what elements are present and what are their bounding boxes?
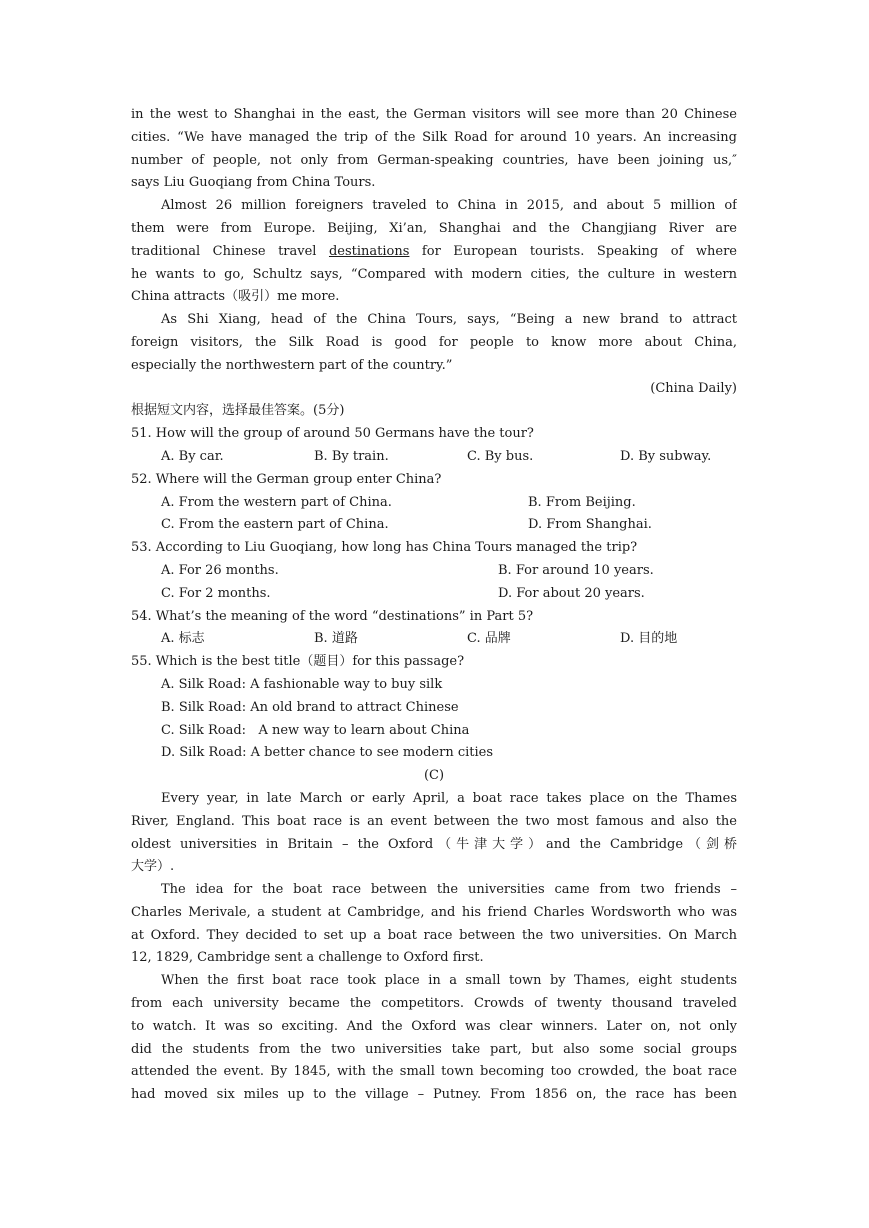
- underlined-word-destinations: destinations: [328, 243, 410, 259]
- option: C. Silk Road: A new way to learn about China: [161, 722, 470, 738]
- text-line: in the west to Shanghai in the east, the German visitors will see more than 20 Chinese: [131, 107, 737, 122]
- option: D. From Shanghai.: [528, 517, 652, 533]
- text-line: The idea for the boat race between the universities came from two friends –: [161, 882, 737, 898]
- text-line: [131, 241, 737, 264]
- instructions: 根据短文内容，选择最佳答案。(5分): [131, 403, 345, 419]
- text-line: When the first boat race took place in a small town by Thames, eight students: [161, 973, 737, 989]
- text-line: at Oxford. They decided to set up a boat race between the two universities. On March: [131, 927, 737, 943]
- option: D. For about 20 years.: [498, 585, 645, 601]
- option: B. By train.: [314, 448, 389, 464]
- source-citation: (China Daily): [650, 380, 737, 396]
- text-line: 12, 1829, Cambridge sent a challenge to Oxford first.: [131, 950, 484, 966]
- document-page: [131, 104, 737, 1107]
- option: C. From the eastern part of China.: [161, 517, 389, 533]
- question-stem: 54. What’s the meaning of the word “destinations” in Part 5?: [131, 608, 534, 624]
- options-row: [131, 560, 737, 583]
- text-line: China attracts（吸引）me more.: [131, 289, 340, 305]
- text-line: oldest universities in Britain – the Oxford（牛津大学）and the Cambridge（剑桥: [131, 836, 737, 852]
- option: B. Silk Road: An old brand to attract Chinese: [161, 699, 459, 715]
- text-line: cities. “We have managed the trip of the Silk Road for around 10 years. An increasing: [131, 129, 737, 145]
- question-stem: 52. Where will the German group enter China?: [131, 471, 442, 487]
- text-fragment: traditional Chinese travel: [131, 243, 329, 259]
- text-line: especially the northwestern part of the country.”: [131, 357, 453, 373]
- text-line: from each university became the competitors. Crowds of twenty thousand traveled: [131, 996, 737, 1012]
- option: B. From Beijing.: [528, 494, 636, 510]
- text-line: did the students from the two universities take part, but also some social groups: [131, 1041, 737, 1057]
- text-line: to watch. It was so exciting. And the Oxford was clear winners. Later on, not only: [131, 1018, 737, 1034]
- option: A. 标志: [161, 631, 205, 647]
- options-row: [131, 492, 737, 515]
- option: A. For 26 months.: [161, 562, 279, 578]
- options-row: [131, 583, 737, 606]
- option: B. For around 10 years.: [498, 562, 654, 578]
- question-stem: 55. Which is the best title（题目）for this passage?: [131, 654, 465, 670]
- text-line: Every year, in late March or early April, a boat race takes place on the Thames: [161, 790, 737, 806]
- text-line: 大学）.: [131, 859, 175, 875]
- option: C. 品牌: [467, 631, 511, 647]
- text-line: number of people, not only from German-speaking countries, have been joining us,″: [131, 152, 737, 168]
- text-line: Almost 26 million foreigners traveled to China in 2015, and about 5 million of: [161, 198, 737, 214]
- option: A. By car.: [161, 448, 224, 464]
- text-line: he wants to go, Schultz says, “Compared with modern cities, the culture in western: [131, 266, 737, 282]
- option: A. From the western part of China.: [161, 494, 392, 510]
- text-line: had moved six miles up to the village – Putney. From 1856 on, the race has been: [131, 1087, 737, 1103]
- option: D. By subway.: [620, 448, 712, 464]
- options-row: [131, 514, 737, 537]
- text-line: River, England. This boat race is an event between the two most famous and also the: [131, 813, 737, 829]
- text-line: foreign visitors, the Silk Road is good for people to know more about China,: [131, 334, 737, 350]
- option: D. 目的地: [620, 631, 678, 647]
- options-row: [131, 628, 737, 651]
- text-line: them were from Europe. Beijing, Xi’an, Shanghai and the Changjiang River are: [131, 220, 737, 236]
- text-line: Charles Merivale, a student at Cambridge, and his friend Charles Wordsworth who was: [131, 904, 737, 920]
- option: D. Silk Road: A better chance to see modern cities: [161, 745, 494, 761]
- question-stem: 51. How will the group of around 50 Germans have the tour?: [131, 426, 534, 442]
- option: A. Silk Road: A fashionable way to buy silk: [161, 676, 443, 692]
- option: B. 道路: [314, 631, 358, 647]
- text-line: As Shi Xiang, head of the China Tours, says, “Being a new brand to attract: [161, 312, 737, 328]
- text-line: says Liu Guoqiang from China Tours.: [131, 175, 376, 191]
- option: C. By bus.: [467, 448, 534, 464]
- text-fragment: for European tourists. Speaking of where: [409, 243, 737, 259]
- section-heading: (C): [423, 768, 445, 784]
- text-line: attended the event. By 1845, with the small town becoming too crowded, the boat race: [131, 1064, 737, 1080]
- question-stem: 53. According to Liu Guoqiang, how long has China Tours managed the trip?: [131, 540, 638, 556]
- options-row: [131, 446, 737, 469]
- option: C. For 2 months.: [161, 585, 271, 601]
